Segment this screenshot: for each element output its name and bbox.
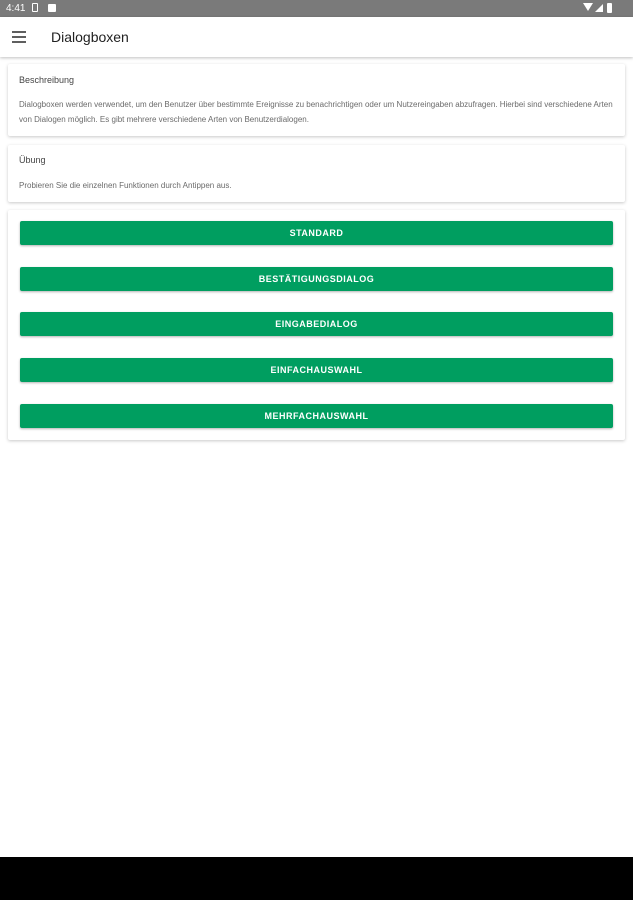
input-dialog-button[interactable]: EINGABEDIALOG — [20, 312, 613, 336]
dialog-buttons-card — [8, 210, 625, 440]
sd-card-icon — [48, 4, 56, 12]
description-heading: Beschreibung — [19, 75, 75, 85]
exercise-text: Probieren Sie die einzelnen Funktionen durch Antippen aus. — [19, 181, 232, 190]
hamburger-menu-icon[interactable] — [12, 31, 26, 43]
app-bar — [0, 17, 633, 57]
wifi-icon — [583, 3, 593, 11]
multi-choice-button[interactable]: MEHRFACHAUSWAHL — [20, 404, 613, 428]
exercise-heading: Übung — [19, 155, 46, 165]
confirm-dialog-button[interactable]: BESTÄTIGUNGSDIALOG — [20, 267, 613, 291]
status-bar — [0, 0, 633, 17]
page-title: Dialogboxen — [51, 29, 129, 45]
single-choice-button[interactable]: EINFACHAUSWAHL — [20, 358, 613, 382]
status-time: 4:41 — [6, 3, 26, 14]
sim-icon — [32, 3, 38, 12]
description-card — [8, 64, 625, 136]
navigation-bar — [0, 857, 633, 900]
exercise-card — [8, 145, 625, 202]
battery-icon — [607, 3, 612, 13]
signal-icon — [595, 4, 603, 12]
description-text: Dialogboxen werden verwendet, um den Benutzer über bestimmte Ereignisse zu benachrichtigen oder um Nutzereingaben abzufragen. Hierbei sind verschiedene Arten von Dialogen möglich. Es gibt mehrere verschiedene Arten von Benutzerdialogen. — [19, 100, 613, 124]
standard-dialog-button[interactable]: STANDARD — [20, 221, 613, 245]
